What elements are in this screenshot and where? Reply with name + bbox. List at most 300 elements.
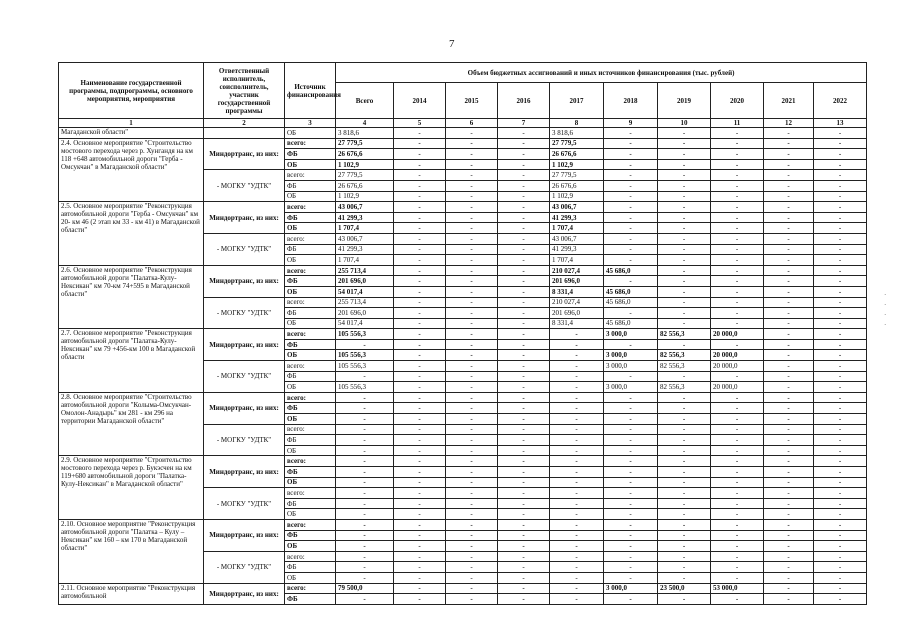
year-value-cell: -: [394, 339, 446, 350]
source-cell: ФБ: [285, 435, 336, 446]
year-value-cell: 201 696,0: [550, 276, 604, 287]
total-cell: -: [336, 488, 394, 499]
year-value-cell: -: [498, 329, 550, 340]
year-value-cell: -: [604, 223, 658, 234]
year-value-cell: -: [604, 128, 658, 139]
year-value-cell: -: [658, 138, 711, 149]
year-value-cell: -: [711, 339, 764, 350]
year-value-cell: -: [394, 467, 446, 478]
year-value-cell: 1 102,9: [550, 159, 604, 170]
year-value-cell: -: [446, 583, 498, 594]
header-year: 2015: [446, 83, 498, 119]
year-value-cell: -: [764, 572, 814, 583]
year-value-cell: -: [446, 255, 498, 266]
year-value-cell: -: [764, 255, 814, 266]
total-cell: -: [336, 551, 394, 562]
year-value-cell: -: [658, 244, 711, 255]
year-value-cell: -: [711, 551, 764, 562]
year-value-cell: -: [550, 562, 604, 573]
year-value-cell: -: [711, 530, 764, 541]
year-value-cell: -: [446, 403, 498, 414]
year-value-cell: -: [764, 477, 814, 488]
year-value-cell: -: [446, 191, 498, 202]
measure-name: 2.9. Основное мероприятие "Строительство мостового перехода через р. Букэсчен на км 119+680 автомобильной дороги "Палатка-Кулу-Нексикан" в Магаданской области": [59, 456, 204, 520]
year-value-cell: -: [604, 255, 658, 266]
year-value-cell: -: [446, 138, 498, 149]
year-value-cell: 3 000,0: [604, 361, 658, 372]
year-value-cell: -: [814, 244, 867, 255]
year-value-cell: -: [498, 128, 550, 139]
year-value-cell: -: [764, 128, 814, 139]
year-value-cell: -: [711, 128, 764, 139]
source-cell: ОБ: [285, 286, 336, 297]
year-value-cell: -: [658, 308, 711, 319]
year-value-cell: -: [814, 541, 867, 552]
year-value-cell: -: [604, 403, 658, 414]
source-cell: ОБ: [285, 414, 336, 425]
year-value-cell: -: [498, 318, 550, 329]
table-row: [59, 329, 867, 340]
year-value-cell: -: [550, 382, 604, 393]
year-value-cell: -: [394, 128, 446, 139]
year-value-cell: -: [394, 191, 446, 202]
year-value-cell: -: [446, 339, 498, 350]
year-value-cell: -: [658, 424, 711, 435]
year-value-cell: -: [814, 392, 867, 403]
total-cell: 54 017,4: [336, 318, 394, 329]
source-cell: ОБ: [285, 318, 336, 329]
year-value-cell: -: [498, 509, 550, 520]
table-row: [59, 265, 867, 276]
year-value-cell: -: [550, 329, 604, 340]
year-value-cell: -: [394, 202, 446, 213]
year-value-cell: -: [711, 488, 764, 499]
year-value-cell: -: [814, 403, 867, 414]
year-value-cell: -: [394, 424, 446, 435]
year-value-cell: -: [604, 212, 658, 223]
year-value-cell: -: [446, 286, 498, 297]
year-value-cell: -: [498, 308, 550, 319]
year-value-cell: 1 102,9: [550, 191, 604, 202]
source-cell: всего:: [285, 297, 336, 308]
year-value-cell: -: [814, 159, 867, 170]
total-cell: 105 556,3: [336, 382, 394, 393]
executor-cell: Миндортранс, из них:: [204, 202, 285, 234]
total-cell: -: [336, 477, 394, 488]
total-cell: 201 696,0: [336, 308, 394, 319]
year-value-cell: -: [711, 138, 764, 149]
year-value-cell: 26 676,6: [550, 180, 604, 191]
source-cell: ОБ: [285, 572, 336, 583]
year-value-cell: -: [711, 594, 764, 605]
year-value-cell: -: [498, 361, 550, 372]
year-value-cell: -: [658, 297, 711, 308]
source-cell: всего:: [285, 202, 336, 213]
source-cell: всего:: [285, 329, 336, 340]
year-value-cell: 3 000,0: [604, 583, 658, 594]
header-year: 2017: [550, 83, 604, 119]
year-value-cell: -: [394, 244, 446, 255]
year-value-cell: -: [394, 541, 446, 552]
year-value-cell: -: [711, 170, 764, 181]
year-value-cell: -: [764, 414, 814, 425]
year-value-cell: -: [814, 424, 867, 435]
year-value-cell: -: [764, 456, 814, 467]
year-value-cell: -: [764, 223, 814, 234]
year-value-cell: 82 556,3: [658, 361, 711, 372]
year-value-cell: -: [814, 350, 867, 361]
measure-name: 2.11. Основное мероприятие "Реконструкция автомобильной: [59, 583, 204, 604]
source-cell: всего:: [285, 424, 336, 435]
year-value-cell: -: [764, 276, 814, 287]
year-value-cell: -: [446, 572, 498, 583]
year-value-cell: -: [814, 318, 867, 329]
total-cell: 79 500,0: [336, 583, 394, 594]
source-cell: ФБ: [285, 467, 336, 478]
year-value-cell: -: [764, 329, 814, 340]
total-cell: 255 713,4: [336, 297, 394, 308]
year-value-cell: -: [550, 519, 604, 530]
year-value-cell: -: [604, 541, 658, 552]
year-value-cell: -: [658, 159, 711, 170]
year-value-cell: -: [446, 435, 498, 446]
total-cell: 105 556,3: [336, 329, 394, 340]
year-value-cell: -: [446, 244, 498, 255]
year-value-cell: -: [550, 403, 604, 414]
year-value-cell: 43 006,7: [550, 202, 604, 213]
executor-cell: [204, 128, 285, 139]
total-cell: 27 779,5: [336, 138, 394, 149]
year-value-cell: 201 696,0: [550, 308, 604, 319]
year-value-cell: -: [394, 551, 446, 562]
year-value-cell: -: [550, 572, 604, 583]
year-value-cell: -: [498, 488, 550, 499]
year-value-cell: -: [604, 498, 658, 509]
year-value-cell: -: [814, 233, 867, 244]
year-value-cell: -: [498, 519, 550, 530]
source-cell: ФБ: [285, 371, 336, 382]
year-value-cell: 8 331,4: [550, 286, 604, 297]
source-cell: ОБ: [285, 159, 336, 170]
year-value-cell: -: [711, 286, 764, 297]
year-value-cell: -: [446, 233, 498, 244]
source-cell: ФБ: [285, 212, 336, 223]
year-value-cell: -: [814, 361, 867, 372]
year-value-cell: -: [394, 265, 446, 276]
year-value-cell: -: [498, 223, 550, 234]
header-volume: Объем бюджетных ассигнований и иных источников финансирования (тыс. рублей): [336, 63, 867, 83]
source-cell: всего:: [285, 392, 336, 403]
year-value-cell: 26 676,6: [550, 149, 604, 160]
page-number: 7: [449, 38, 455, 50]
year-value-cell: -: [498, 572, 550, 583]
source-cell: ФБ: [285, 562, 336, 573]
year-value-cell: -: [604, 509, 658, 520]
year-value-cell: 20 000,0: [711, 329, 764, 340]
year-value-cell: -: [394, 371, 446, 382]
year-value-cell: -: [394, 509, 446, 520]
year-value-cell: 3 000,0: [604, 382, 658, 393]
year-value-cell: -: [446, 509, 498, 520]
year-value-cell: -: [658, 149, 711, 160]
year-value-cell: -: [658, 498, 711, 509]
year-value-cell: -: [550, 424, 604, 435]
year-value-cell: -: [394, 212, 446, 223]
year-value-cell: -: [550, 350, 604, 361]
measure-name: Магаданской области": [59, 128, 204, 139]
year-value-cell: -: [604, 414, 658, 425]
year-value-cell: -: [498, 435, 550, 446]
header-year: 2018: [604, 83, 658, 119]
year-value-cell: -: [446, 551, 498, 562]
year-value-cell: -: [658, 286, 711, 297]
measure-name: 2.6. Основное мероприятие "Реконструкция автомобильной дороги "Палатка-Кулу-Нексикан" км 70-км 74+595 в Магаданской области": [59, 265, 204, 329]
year-value-cell: -: [814, 498, 867, 509]
year-value-cell: 20 000,0: [711, 350, 764, 361]
year-value-cell: -: [394, 530, 446, 541]
year-value-cell: -: [814, 339, 867, 350]
year-value-cell: -: [658, 551, 711, 562]
year-value-cell: -: [550, 339, 604, 350]
year-value-cell: -: [711, 149, 764, 160]
year-value-cell: 27 779,5: [550, 170, 604, 181]
year-value-cell: -: [446, 467, 498, 478]
year-value-cell: 3 000,0: [604, 329, 658, 340]
table-row: [59, 138, 867, 149]
year-value-cell: -: [394, 519, 446, 530]
total-cell: -: [336, 339, 394, 350]
year-value-cell: -: [764, 244, 814, 255]
year-value-cell: -: [814, 467, 867, 478]
year-value-cell: -: [446, 424, 498, 435]
year-value-cell: -: [604, 339, 658, 350]
year-value-cell: -: [764, 509, 814, 520]
year-value-cell: -: [394, 149, 446, 160]
year-value-cell: -: [658, 541, 711, 552]
total-cell: 26 676,6: [336, 149, 394, 160]
year-value-cell: -: [711, 498, 764, 509]
measure-name: 2.7. Основное мероприятие "Реконструкция автомобильной дороги "Палатка-Кулу-Нексикан" км 79 +456-км 100 в Магаданской области: [59, 329, 204, 393]
year-value-cell: -: [814, 180, 867, 191]
year-value-cell: -: [498, 138, 550, 149]
year-value-cell: -: [658, 371, 711, 382]
year-value-cell: -: [711, 414, 764, 425]
year-value-cell: -: [658, 403, 711, 414]
year-value-cell: -: [446, 456, 498, 467]
year-value-cell: -: [658, 191, 711, 202]
year-value-cell: -: [446, 170, 498, 181]
year-value-cell: -: [550, 498, 604, 509]
year-value-cell: -: [604, 392, 658, 403]
year-value-cell: -: [394, 159, 446, 170]
year-value-cell: -: [658, 530, 711, 541]
year-value-cell: 45 686,0: [604, 318, 658, 329]
year-value-cell: -: [711, 424, 764, 435]
column-number: 8: [550, 119, 604, 128]
source-cell: всего:: [285, 456, 336, 467]
total-cell: -: [336, 414, 394, 425]
year-value-cell: -: [498, 233, 550, 244]
year-value-cell: -: [711, 371, 764, 382]
year-value-cell: -: [814, 519, 867, 530]
year-value-cell: -: [498, 594, 550, 605]
year-value-cell: -: [604, 233, 658, 244]
year-value-cell: 20 000,0: [711, 361, 764, 372]
year-value-cell: -: [814, 456, 867, 467]
year-value-cell: -: [711, 276, 764, 287]
column-number: 1: [59, 119, 204, 128]
measure-name: 2.4. Основное мероприятие "Строительство мостового перехода через р. Хунгандя на км 118 +648 автомобильной дороги "Герба - Омсукчан" в Магаданской области": [59, 138, 204, 202]
year-value-cell: -: [498, 382, 550, 393]
year-value-cell: -: [711, 159, 764, 170]
year-value-cell: -: [394, 180, 446, 191]
year-value-cell: -: [764, 318, 814, 329]
year-value-cell: -: [604, 530, 658, 541]
year-value-cell: -: [604, 202, 658, 213]
year-value-cell: -: [550, 361, 604, 372]
source-cell: всего:: [285, 551, 336, 562]
year-value-cell: -: [658, 509, 711, 520]
year-value-cell: -: [498, 297, 550, 308]
source-cell: ФБ: [285, 403, 336, 414]
year-value-cell: -: [446, 382, 498, 393]
header-source: Источник финансирования: [285, 63, 336, 119]
year-value-cell: -: [550, 488, 604, 499]
year-value-cell: -: [550, 392, 604, 403]
total-cell: -: [336, 392, 394, 403]
year-value-cell: -: [658, 223, 711, 234]
year-value-cell: -: [446, 350, 498, 361]
year-value-cell: -: [446, 297, 498, 308]
year-value-cell: -: [604, 308, 658, 319]
executor-cell: - МОГКУ "УДТК": [204, 233, 285, 265]
table-row: [59, 202, 867, 213]
year-value-cell: -: [658, 265, 711, 276]
executor-cell: Миндортранс, из них:: [204, 456, 285, 488]
source-cell: всего:: [285, 519, 336, 530]
year-value-cell: -: [550, 551, 604, 562]
year-value-cell: -: [394, 435, 446, 446]
year-value-cell: -: [814, 371, 867, 382]
year-value-cell: -: [446, 223, 498, 234]
total-cell: 1 707,4: [336, 223, 394, 234]
table-row: [59, 583, 867, 594]
year-value-cell: -: [764, 594, 814, 605]
year-value-cell: -: [394, 255, 446, 266]
source-cell: всего:: [285, 488, 336, 499]
year-value-cell: -: [711, 435, 764, 446]
year-value-cell: -: [604, 244, 658, 255]
table-body: [59, 119, 867, 605]
year-value-cell: -: [498, 562, 550, 573]
year-value-cell: -: [764, 286, 814, 297]
year-value-cell: -: [498, 530, 550, 541]
total-cell: -: [336, 467, 394, 478]
year-value-cell: -: [814, 435, 867, 446]
year-value-cell: -: [814, 551, 867, 562]
executor-cell: - МОГКУ "УДТК": [204, 361, 285, 393]
total-cell: -: [336, 435, 394, 446]
year-value-cell: -: [814, 509, 867, 520]
year-value-cell: -: [764, 339, 814, 350]
budget-table: [58, 62, 867, 605]
year-value-cell: -: [394, 297, 446, 308]
year-value-cell: -: [446, 541, 498, 552]
year-value-cell: -: [764, 488, 814, 499]
executor-cell: Миндортранс, из них:: [204, 138, 285, 170]
total-cell: -: [336, 572, 394, 583]
year-value-cell: -: [814, 308, 867, 319]
year-value-cell: -: [814, 414, 867, 425]
year-value-cell: -: [604, 276, 658, 287]
year-value-cell: -: [604, 477, 658, 488]
year-value-cell: 82 556,3: [658, 350, 711, 361]
year-value-cell: -: [498, 467, 550, 478]
year-value-cell: -: [550, 467, 604, 478]
year-value-cell: -: [394, 392, 446, 403]
year-value-cell: -: [711, 456, 764, 467]
year-value-cell: -: [550, 414, 604, 425]
year-value-cell: -: [446, 180, 498, 191]
source-cell: всего:: [285, 361, 336, 372]
year-value-cell: 43 006,7: [550, 233, 604, 244]
year-value-cell: -: [550, 509, 604, 520]
year-value-cell: -: [814, 265, 867, 276]
year-value-cell: -: [711, 223, 764, 234]
year-value-cell: -: [764, 583, 814, 594]
source-cell: ФБ: [285, 276, 336, 287]
year-value-cell: -: [604, 149, 658, 160]
year-value-cell: -: [604, 424, 658, 435]
year-value-cell: 23 500,0: [658, 583, 711, 594]
year-value-cell: -: [658, 339, 711, 350]
year-value-cell: -: [446, 477, 498, 488]
total-cell: 201 696,0: [336, 276, 394, 287]
year-value-cell: -: [550, 541, 604, 552]
year-value-cell: -: [498, 424, 550, 435]
source-cell: ОБ: [285, 509, 336, 520]
year-value-cell: -: [498, 202, 550, 213]
year-value-cell: -: [764, 159, 814, 170]
year-value-cell: -: [814, 223, 867, 234]
column-number: 10: [658, 119, 711, 128]
column-number: 11: [711, 119, 764, 128]
year-value-cell: -: [711, 519, 764, 530]
year-value-cell: -: [658, 255, 711, 266]
year-value-cell: -: [658, 477, 711, 488]
year-value-cell: -: [446, 128, 498, 139]
year-value-cell: -: [550, 594, 604, 605]
year-value-cell: -: [604, 456, 658, 467]
year-value-cell: -: [764, 308, 814, 319]
year-value-cell: -: [446, 149, 498, 160]
year-value-cell: -: [764, 212, 814, 223]
year-value-cell: -: [394, 382, 446, 393]
year-value-cell: -: [394, 498, 446, 509]
source-cell: ФБ: [285, 180, 336, 191]
year-value-cell: -: [498, 170, 550, 181]
total-cell: -: [336, 371, 394, 382]
total-cell: 105 556,3: [336, 361, 394, 372]
year-value-cell: -: [658, 488, 711, 499]
year-value-cell: -: [764, 382, 814, 393]
source-cell: ФБ: [285, 244, 336, 255]
year-value-cell: -: [658, 572, 711, 583]
year-value-cell: -: [446, 488, 498, 499]
year-value-cell: -: [446, 414, 498, 425]
table-row: [59, 128, 867, 139]
year-value-cell: -: [498, 403, 550, 414]
